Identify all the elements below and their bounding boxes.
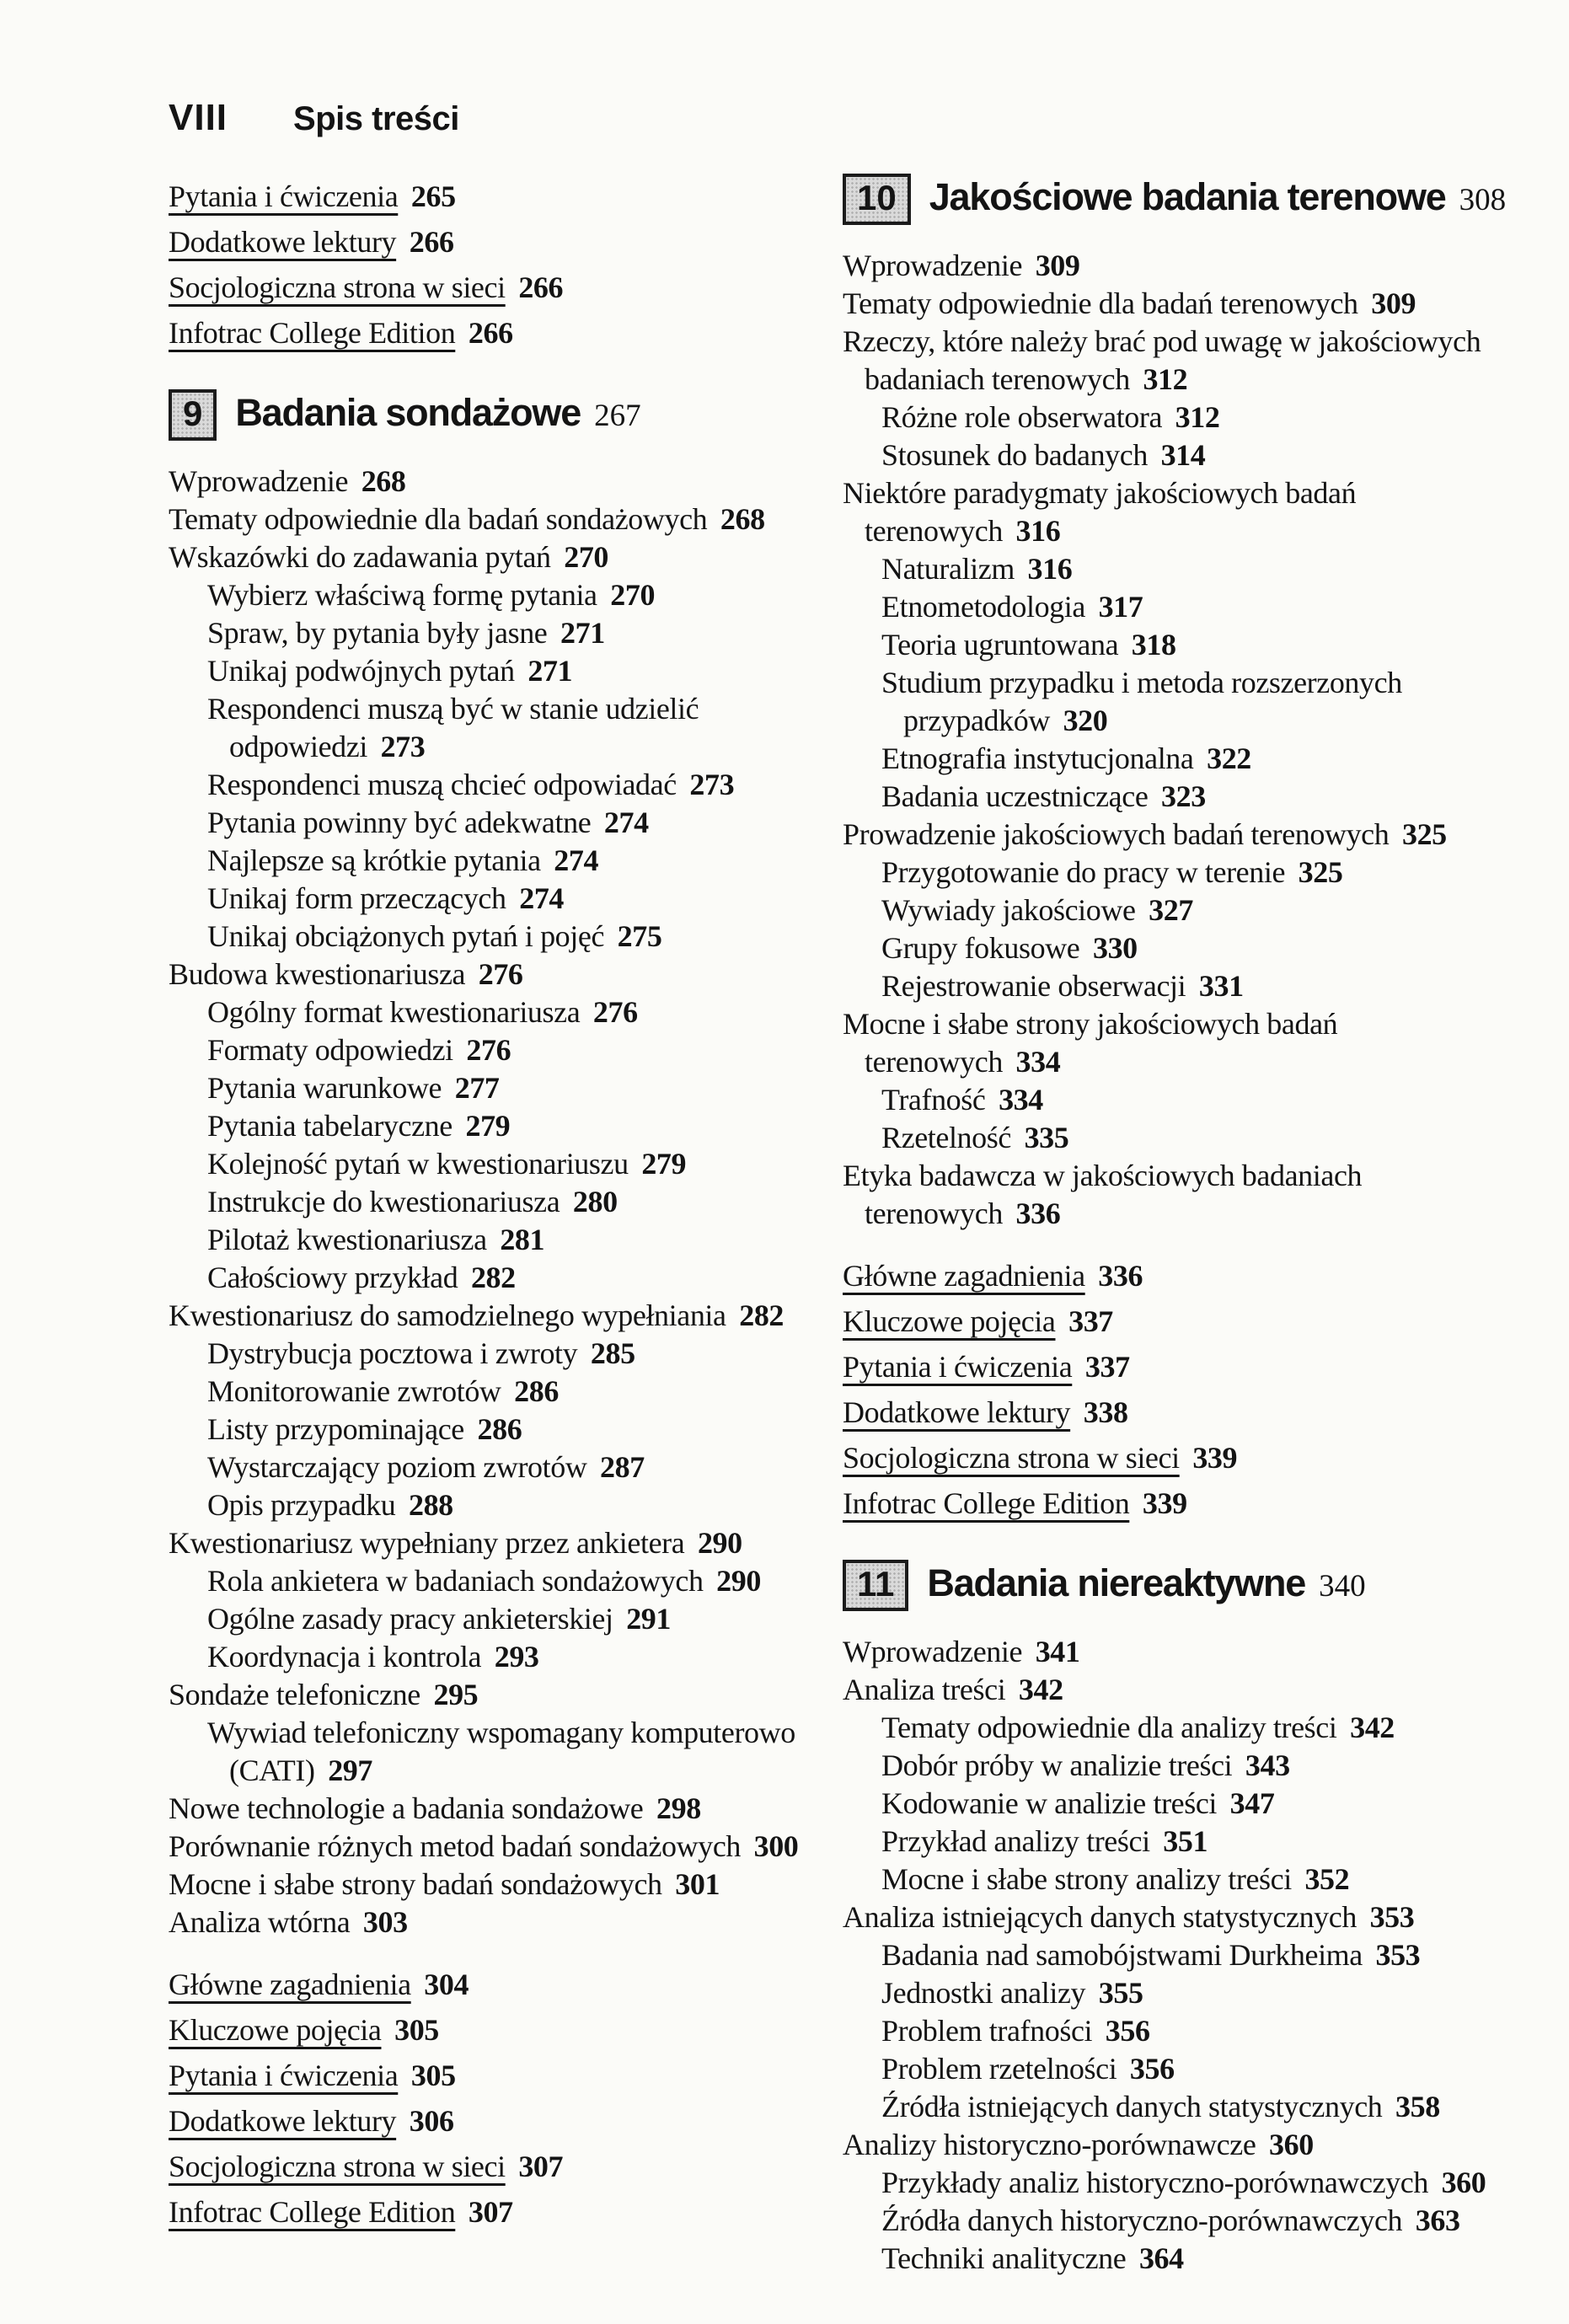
toc-entry <box>881 1974 1552 2012</box>
toc-entry <box>881 2202 1552 2240</box>
toc-entry <box>169 538 819 576</box>
toc-entry <box>169 501 819 538</box>
entry-label: Etnometodologia <box>881 590 1085 624</box>
toc-entry <box>843 247 1552 285</box>
end-matter-link <box>843 1253 1552 1299</box>
entry-page-number: 266 <box>409 225 454 259</box>
end-matter-link <box>169 2053 819 2098</box>
toc-entry <box>843 1157 1552 1233</box>
toc-entry <box>207 1107 819 1145</box>
chapter-title: Jakościowe badania terenowe <box>929 175 1446 218</box>
entry-page-number: 352 <box>1304 1862 1350 1896</box>
entry-page-number: 279 <box>465 1109 511 1143</box>
entry-page-number: 285 <box>590 1336 635 1370</box>
entry-label: Prowadzenie jakościowych badań terenowych <box>843 817 1390 851</box>
end-matter-link <box>843 1481 1552 1526</box>
end-matter-link <box>843 1344 1552 1390</box>
entry-page-number: 341 <box>1035 1635 1080 1668</box>
entry-label: Infotrac College Edition <box>169 316 456 350</box>
entry-page-number: 291 <box>626 1602 672 1636</box>
toc-entry <box>207 1221 819 1259</box>
entry-page-number: 271 <box>527 654 573 688</box>
entry-label: Dystrybucja pocztowa i zwroty <box>207 1336 578 1370</box>
entry-label: Kwestionariusz wypełniany przez ankietera <box>169 1526 685 1560</box>
toc-entries <box>843 247 1552 1233</box>
entry-page-number: 331 <box>1198 969 1244 1003</box>
entry-page-number: 334 <box>1015 1045 1061 1079</box>
entry-label: Główne zagadnienia <box>169 1968 411 2001</box>
entry-page-number: 334 <box>999 1083 1043 1116</box>
entry-label: Socjologiczna strona w sieci <box>169 2150 506 2183</box>
entry-page-number: 279 <box>641 1147 687 1181</box>
entry-page-number: 322 <box>1207 742 1251 775</box>
entry-label: Respondenci muszą być w stanie udzielić odpowiedzi <box>207 692 699 763</box>
entry-page-number: 337 <box>1084 1350 1130 1384</box>
entry-page-number: 318 <box>1131 628 1176 661</box>
entry-label: Źródła danych historyczno-porównawczych <box>881 2204 1403 2237</box>
chapter-number-box: 10 <box>843 174 911 225</box>
toc-entries <box>843 1633 1552 2278</box>
entry-label: Wybierz właściwą formę pytania <box>207 578 597 612</box>
entry-label: Pytania i ćwiczenia <box>169 179 399 213</box>
entry-label: Listy przypominające <box>207 1412 464 1446</box>
entry-label: Porównanie różnych metod badań sondażowych <box>169 1829 741 1863</box>
entry-label: Analiza wtórna <box>169 1905 351 1939</box>
toc-entry <box>881 1861 1552 1898</box>
entry-page-number: 273 <box>380 730 426 763</box>
entry-label: Sondaże telefoniczne <box>169 1678 420 1711</box>
entry-page-number: 275 <box>617 919 662 953</box>
end-matter-link <box>169 2098 819 2144</box>
entry-label: Stosunek do badanych <box>881 438 1148 472</box>
entry-page-number: 282 <box>739 1299 784 1332</box>
entry-page-number: 304 <box>424 1968 469 2001</box>
entry-page-number: 307 <box>468 2195 513 2229</box>
entry-page-number: 312 <box>1143 362 1188 396</box>
entry-label: Najlepsze są krótkie pytania <box>207 843 541 877</box>
chapter-number-box: 9 <box>169 389 217 441</box>
entry-page-number: 300 <box>753 1829 799 1863</box>
entry-page-number: 274 <box>554 843 599 877</box>
toc-entry <box>881 1119 1552 1157</box>
entry-label: Ogólny format kwestionariusza <box>207 995 581 1029</box>
toc-entry <box>207 880 819 918</box>
entry-label: Pytania powinny być adekwatne <box>207 806 592 839</box>
toc-entry <box>843 323 1552 399</box>
toc-entries <box>169 463 819 1941</box>
entry-page-number: 325 <box>1298 855 1343 889</box>
chapter-title: Badania niereaktywne <box>927 1561 1306 1604</box>
entry-label: Unikaj obciążonych pytań i pojęć <box>207 919 605 953</box>
toc-entry <box>207 1486 819 1524</box>
entry-page-number: 306 <box>409 2104 454 2138</box>
toc-entry <box>843 1633 1552 1671</box>
entry-label: Dodatkowe lektury <box>843 1395 1071 1429</box>
toc-entry <box>843 285 1552 323</box>
toc-entry <box>207 652 819 690</box>
toc-entry <box>881 778 1552 816</box>
entry-label: Rola ankietera w badaniach sondażowych <box>207 1564 704 1598</box>
entry-page-number: 330 <box>1092 931 1138 965</box>
entry-page-number: 295 <box>433 1678 479 1711</box>
entry-label: Infotrac College Edition <box>843 1486 1130 1520</box>
toc-entry <box>881 436 1552 474</box>
toc-entry <box>881 1785 1552 1823</box>
end-matter-link <box>169 174 819 219</box>
entry-label: Całościowy przykład <box>207 1261 458 1294</box>
entry-page-number: 266 <box>468 316 513 350</box>
entry-label: Budowa kwestionariusza <box>169 957 466 991</box>
entry-label: Mocne i słabe strony badań sondażowych <box>169 1867 662 1901</box>
end-matter-link <box>169 1962 819 2007</box>
entry-page-number: 338 <box>1083 1395 1128 1429</box>
entry-label: Niektóre paradygmaty jakościowych badań terenowych <box>843 476 1357 548</box>
entry-label: Analiza treści <box>843 1673 1006 1706</box>
entry-page-number: 336 <box>1015 1197 1061 1230</box>
entry-page-number: 274 <box>603 806 649 839</box>
entry-page-number: 277 <box>454 1071 500 1105</box>
entry-page-number: 288 <box>408 1488 453 1522</box>
entry-label: Problem trafności <box>881 2014 1093 2048</box>
entry-page-number: 325 <box>1401 817 1447 851</box>
entry-page-number: 312 <box>1175 400 1220 434</box>
entry-label: Analizy historyczno-porównawcze <box>843 2128 1256 2161</box>
entry-page-number: 335 <box>1024 1121 1069 1154</box>
toc-entry <box>881 626 1552 664</box>
toc-entry <box>169 1676 819 1714</box>
end-matter-link <box>843 1390 1552 1435</box>
chapter-heading <box>843 174 1552 225</box>
toc-entry <box>207 804 819 842</box>
entry-label: Wprowadzenie <box>843 1635 1023 1668</box>
entry-page-number: 342 <box>1018 1673 1063 1706</box>
entry-label: Badania uczestniczące <box>881 779 1149 813</box>
entry-page-number: 351 <box>1163 1824 1208 1858</box>
entry-page-number: 298 <box>656 1791 701 1825</box>
entry-label: Kodowanie w analizie treści <box>881 1786 1218 1820</box>
toc-entry <box>843 1671 1552 1709</box>
entry-label: Wprowadzenie <box>169 464 349 498</box>
toc-entry <box>207 766 819 804</box>
entry-page-number: 303 <box>362 1905 408 1939</box>
entry-page-number: 360 <box>1269 2128 1314 2161</box>
entry-label: Respondenci muszą chcieć odpowiadać <box>207 768 677 801</box>
entry-label: Mocne i słabe strony analizy treści <box>881 1862 1292 1896</box>
entry-label: Monitorowanie zwrotów <box>207 1374 501 1408</box>
entry-page-number: 307 <box>518 2150 564 2183</box>
entry-label: Wprowadzenie <box>843 249 1023 282</box>
entry-page-number: 286 <box>477 1412 522 1446</box>
entry-label: Techniki analityczne <box>881 2241 1127 2275</box>
toc-entry <box>843 474 1552 550</box>
entry-page-number: 339 <box>1142 1486 1187 1520</box>
entry-label: Tematy odpowiednie dla badań sondażowych <box>169 502 708 536</box>
entry-label: Formaty odpowiedzi <box>207 1033 453 1067</box>
entry-label: Infotrac College Edition <box>169 2195 456 2229</box>
chapter-title: Badania sondażowe <box>235 391 581 434</box>
entry-label: Kluczowe pojęcia <box>169 2013 382 2047</box>
entry-page-number: 316 <box>1015 514 1061 548</box>
toc-entry <box>881 740 1552 778</box>
toc-entry <box>169 1866 819 1904</box>
right-column <box>843 174 1552 2278</box>
end-matter-link <box>169 310 819 356</box>
entry-label: Pytania i ćwiczenia <box>169 2059 399 2092</box>
toc-entry <box>843 816 1552 854</box>
chapter-heading <box>843 1560 1552 1611</box>
entry-page-number: 273 <box>689 768 735 801</box>
entry-page-number: 297 <box>328 1754 372 1787</box>
entry-label: Problem rzetelności <box>881 2052 1117 2086</box>
toc-entry <box>207 1335 819 1373</box>
chapter-heading <box>169 389 819 441</box>
toc-entry <box>881 1747 1552 1785</box>
toc-entry <box>169 463 819 501</box>
entry-label: Kluczowe pojęcia <box>843 1304 1056 1338</box>
toc-entry <box>169 1904 819 1941</box>
toc-entry <box>881 892 1552 929</box>
entry-label: Pytania warunkowe <box>207 1071 442 1105</box>
toc-entry <box>207 1259 819 1297</box>
entry-label: Pilotaż kwestionariusza <box>207 1223 487 1256</box>
entry-label: Pytania i ćwiczenia <box>843 1350 1073 1384</box>
entry-label: Tematy odpowiednie dla badań terenowych <box>843 286 1358 320</box>
entry-page-number: 287 <box>600 1450 645 1484</box>
toc-entry <box>881 854 1552 892</box>
entry-label: Kolejność pytań w kwestionariuszu <box>207 1147 629 1181</box>
end-matter-link <box>169 2144 819 2189</box>
entry-label: Pytania tabelaryczne <box>207 1109 452 1143</box>
end-matter-link <box>169 2189 819 2235</box>
end-matter-link <box>169 265 819 310</box>
toc-entry <box>169 956 819 993</box>
entry-label: Wskazówki do zadawania pytań <box>169 540 551 574</box>
entry-page-number: 343 <box>1245 1748 1290 1782</box>
chapter-page-number: 340 <box>1319 1569 1366 1604</box>
end-matter-link <box>843 1299 1552 1344</box>
toc-entry <box>843 2126 1552 2164</box>
entry-page-number: 353 <box>1369 1900 1415 1934</box>
toc-entry <box>207 1638 819 1676</box>
chapter-page-number: 308 <box>1459 183 1507 217</box>
entry-page-number: 274 <box>519 881 565 915</box>
entry-page-number: 290 <box>716 1564 761 1598</box>
entry-label: Źródła istniejących danych statystycznych <box>881 2090 1383 2123</box>
entry-label: Instrukcje do kwestionariusza <box>207 1185 560 1218</box>
entry-page-number: 337 <box>1068 1304 1113 1338</box>
toc-entry <box>881 967 1552 1005</box>
entry-label: Różne role obserwatora <box>881 400 1163 434</box>
entry-label: Etnografia instytucjonalna <box>881 742 1194 775</box>
entry-page-number: 266 <box>518 270 564 304</box>
entry-page-number: 276 <box>478 957 523 991</box>
toc-entry <box>881 2164 1552 2202</box>
entry-page-number: 339 <box>1192 1441 1238 1475</box>
toc-entry <box>881 588 1552 626</box>
entry-label: Dodatkowe lektury <box>169 225 397 259</box>
entry-label: Unikaj podwójnych pytań <box>207 654 515 688</box>
entry-label: Mocne i słabe strony jakościowych badań terenowych <box>843 1007 1338 1079</box>
entry-page-number: 281 <box>500 1223 545 1256</box>
entry-label: Spraw, by pytania były jasne <box>207 616 548 650</box>
entry-page-number: 356 <box>1105 2014 1150 2048</box>
entry-label: Przykład analizy treści <box>881 1824 1150 1858</box>
entry-page-number: 317 <box>1098 590 1143 624</box>
entry-page-number: 358 <box>1395 2090 1440 2123</box>
entry-label: Przygotowanie do pracy w terenie <box>881 855 1286 889</box>
page-header <box>169 99 1552 137</box>
toc-entry <box>169 1524 819 1562</box>
end-matter-links <box>169 174 819 356</box>
toc-entry <box>881 929 1552 967</box>
entry-label: Dodatkowe lektury <box>169 2104 397 2138</box>
end-matter-link <box>169 2007 819 2053</box>
entry-page-number: 305 <box>410 2059 456 2092</box>
entry-page-number: 309 <box>1035 249 1080 282</box>
entry-page-number: 280 <box>572 1185 618 1218</box>
entry-page-number: 270 <box>564 540 609 574</box>
entry-label: Etyka badawcza w jakościowych badaniach terenowych <box>843 1159 1363 1230</box>
toc-entry <box>881 2050 1552 2088</box>
toc-entry <box>881 1081 1552 1119</box>
entry-label: Rzeczy, które należy brać pod uwagę w jakościowych badaniach terenowych <box>843 324 1481 396</box>
entry-label: Rzetelność <box>881 1121 1011 1154</box>
toc-entry <box>169 1790 819 1828</box>
toc-entry <box>207 1411 819 1448</box>
entry-page-number: 347 <box>1229 1786 1275 1820</box>
entry-page-number: 355 <box>1098 1976 1143 2010</box>
entry-label: Ogólne zasady pracy ankieterskiej <box>207 1602 613 1636</box>
toc-entry <box>843 1898 1552 1936</box>
entry-page-number: 305 <box>394 2013 439 2047</box>
entry-page-number: 301 <box>675 1867 720 1901</box>
toc-entry <box>207 1183 819 1221</box>
entry-label: Tematy odpowiednie dla analizy treści <box>881 1711 1337 1744</box>
entry-label: Wystarczający poziom zwrotów <box>207 1450 587 1484</box>
toc-entry <box>207 1069 819 1107</box>
entry-page-number: 336 <box>1098 1259 1143 1293</box>
toc-entry <box>169 1828 819 1866</box>
entry-label: Nowe technologie a badania sondażowe <box>169 1791 644 1825</box>
end-matter-link <box>169 219 819 265</box>
entry-label: Unikaj form przeczących <box>207 881 506 915</box>
toc-entry <box>881 2088 1552 2126</box>
toc-entry <box>881 664 1552 740</box>
toc-columns <box>169 174 1552 2278</box>
entry-page-number: 309 <box>1371 286 1416 320</box>
entry-page-number: 314 <box>1160 438 1206 472</box>
entry-label: Wywiad telefoniczny wspomagany komputerowo (CATI) <box>207 1716 795 1787</box>
entry-page-number: 268 <box>720 502 765 536</box>
entry-page-number: 316 <box>1027 552 1073 586</box>
toc-entry <box>881 2240 1552 2278</box>
entry-page-number: 342 <box>1350 1711 1395 1744</box>
toc-entry <box>881 1823 1552 1861</box>
entry-label: Teoria ugruntowana <box>881 628 1119 661</box>
entry-page-number: 286 <box>514 1374 559 1408</box>
entry-label: Rejestrowanie obserwacji <box>881 969 1186 1003</box>
toc-entry <box>169 1297 819 1335</box>
entry-page-number: 265 <box>410 179 456 213</box>
entry-page-number: 270 <box>610 578 656 612</box>
end-matter-links <box>843 1253 1552 1526</box>
end-matter-links <box>169 1962 819 2235</box>
toc-entry <box>207 1031 819 1069</box>
toc-entry <box>207 918 819 956</box>
toc-entry <box>207 1373 819 1411</box>
entry-page-number: 353 <box>1375 1938 1421 1972</box>
entry-page-number: 323 <box>1161 779 1206 813</box>
entry-label: Jednostki analizy <box>881 1976 1086 2010</box>
toc-entry <box>881 2012 1552 2050</box>
entry-page-number: 268 <box>361 464 406 498</box>
entry-page-number: 360 <box>1441 2166 1486 2199</box>
entry-page-number: 327 <box>1149 893 1193 927</box>
page-folio: VIII <box>169 97 228 138</box>
entry-label: Kwestionariusz do samodzielnego wypełniania <box>169 1299 726 1332</box>
toc-entry <box>881 1709 1552 1747</box>
toc-entry <box>207 1714 819 1790</box>
entry-page-number: 364 <box>1138 2241 1184 2275</box>
chapter-page-number: 267 <box>594 399 641 433</box>
entry-label: Trafność <box>881 1083 986 1116</box>
entry-label: Socjologiczna strona w sieci <box>169 270 506 304</box>
toc-entry <box>881 399 1552 436</box>
end-matter-link <box>843 1435 1552 1481</box>
entry-label: Główne zagadnienia <box>843 1259 1085 1293</box>
entry-label: Socjologiczna strona w sieci <box>843 1441 1180 1475</box>
toc-entry <box>207 1562 819 1600</box>
toc-entry <box>207 576 819 614</box>
chapter-number-box: 11 <box>843 1560 908 1611</box>
entry-label: Wywiady jakościowe <box>881 893 1136 927</box>
entry-label: Grupy fokusowe <box>881 931 1080 965</box>
entry-page-number: 363 <box>1415 2204 1460 2237</box>
entry-page-number: 356 <box>1129 2052 1175 2086</box>
toc-entry <box>207 614 819 652</box>
toc-entry <box>207 1145 819 1183</box>
entry-label: Koordynacja i kontrola <box>207 1640 482 1673</box>
toc-entry <box>881 550 1552 588</box>
entry-label: Dobór próby w analizie treści <box>881 1748 1233 1782</box>
toc-entry <box>207 1600 819 1638</box>
entry-label: Badania nad samobójstwami Durkheima <box>881 1938 1363 1972</box>
left-column <box>169 174 819 2246</box>
toc-entry <box>207 690 819 766</box>
entry-label: Naturalizm <box>881 552 1015 586</box>
entry-label: Analiza istniejących danych statystycznych <box>843 1900 1357 1934</box>
entry-page-number: 276 <box>592 995 638 1029</box>
entry-page-number: 282 <box>470 1261 516 1294</box>
entry-label: Studium przypadku i metoda rozszerzonych przypadków <box>881 666 1402 737</box>
toc-entry <box>207 993 819 1031</box>
entry-page-number: 320 <box>1063 704 1108 737</box>
entry-page-number: 293 <box>494 1640 539 1673</box>
entry-label: Przykłady analiz historyczno-porównawczych <box>881 2166 1428 2199</box>
entry-page-number: 271 <box>560 616 605 650</box>
toc-entry <box>207 1448 819 1486</box>
toc-entry <box>207 842 819 880</box>
entry-page-number: 290 <box>697 1526 742 1560</box>
running-head-title: Spis treści <box>293 100 459 137</box>
entry-page-number: 276 <box>466 1033 511 1067</box>
toc-entry <box>843 1005 1552 1081</box>
toc-entry <box>881 1936 1552 1974</box>
entry-label: Opis przypadku <box>207 1488 396 1522</box>
